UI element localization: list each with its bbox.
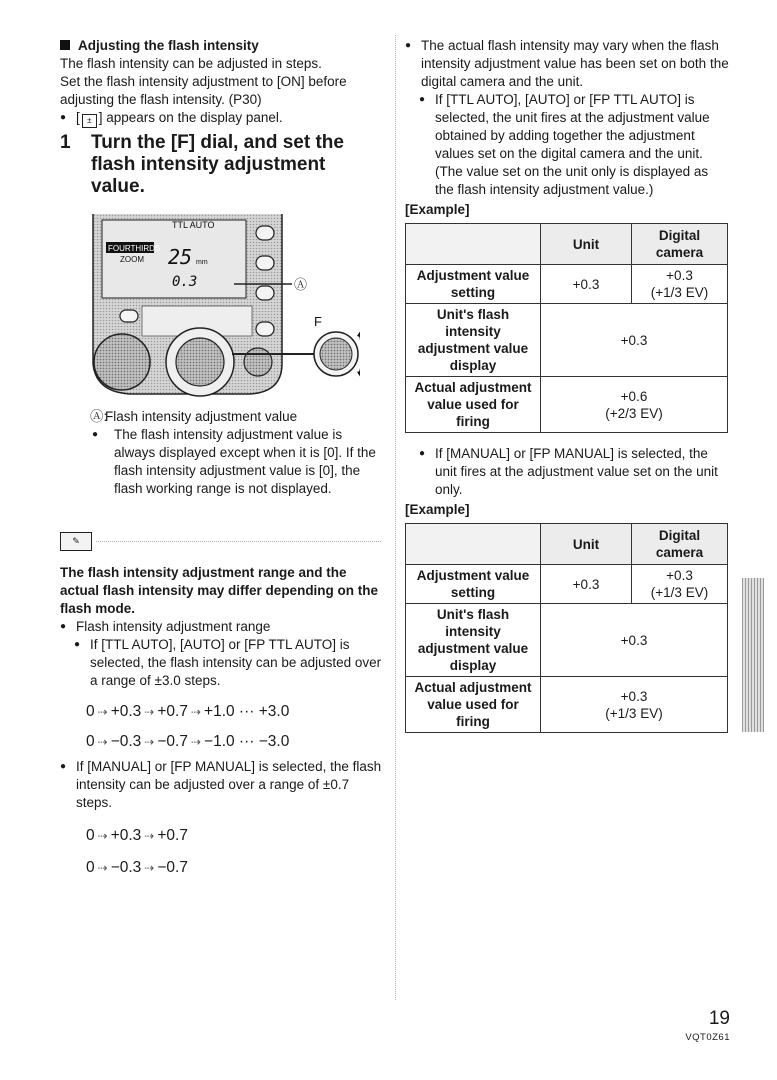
section-title: Adjusting the flash intensity	[78, 38, 259, 53]
mode-text: TTL AUTO	[172, 220, 215, 230]
table-corner	[406, 224, 541, 265]
cell-unit-value: +0.3	[541, 565, 632, 604]
section-heading	[60, 37, 382, 55]
arrow-right-icon: ⇢	[97, 861, 108, 875]
row-label: Actual adjustment value used for firing	[406, 677, 541, 733]
manual-bullet: ● If [MANUAL] or [FP MANUAL] is selected, the flash intensity can be adjusted over a range of ±0.7 steps.	[60, 758, 382, 812]
flash-unit-drawing	[60, 214, 360, 404]
example-label: [Example]	[405, 202, 470, 217]
arrow-right-icon: ⇢	[190, 735, 202, 749]
focal-value: 25	[168, 245, 193, 269]
display-panel-bullet: ● [ ± ] appears on the display panel.	[60, 109, 382, 128]
arrow-right-icon: ⇢	[190, 705, 202, 719]
intro-line-2: Set the flash intensity adjustment to [ON] before adjusting the flash intensity. (P30)	[60, 74, 347, 107]
col-unit: Unit	[541, 524, 632, 565]
cell-display-value: +0.3	[541, 604, 728, 677]
table-row	[406, 377, 728, 433]
flash-unit-illustration	[60, 214, 360, 404]
note-title: The flash intensity adjustment range and the actual flash intensity may differ depending on the flash mode.	[60, 565, 379, 616]
arrow-right-icon: ⇢	[97, 705, 108, 719]
table-row	[406, 224, 728, 265]
example-table-manual	[405, 523, 728, 733]
table-row	[406, 524, 728, 565]
caption-text: Flash intensity adjustment value	[105, 409, 298, 424]
cell-firing-value: +0.3 (+1/3 EV)	[541, 677, 728, 733]
caption-bullet: ● The flash intensity adjustment value is always displayed except when it is [0]. If the flash intensity adjustment value is [0], the flash working range is not displayed.	[60, 426, 382, 498]
example-table-ttl	[405, 223, 728, 433]
table-row	[406, 677, 728, 733]
arrow-right-icon: ⇢	[144, 735, 155, 749]
ttl-fire-bullet: ● If [TTL AUTO], [AUTO] or [FP TTL AUTO] is selected, the unit fires at the adjustment value obtained by adding together the adjustment values set on the digital camera and the unit. (The value set on the unit only is displayed as the flash intensity adjustment value.)	[405, 91, 730, 199]
callout-a: Ⓐ	[294, 278, 308, 293]
doc-code: VQT0Z61	[685, 1032, 730, 1043]
left-column	[60, 37, 382, 878]
ttl-bullet: ● If [TTL AUTO], [AUTO] or [FP TTL AUTO] is selected, the flash intensity can be adjusted over a range of ±3.0 steps.	[60, 636, 382, 690]
flash-adjust-icon: ±	[82, 114, 97, 128]
example-label-2: [Example]	[405, 502, 470, 517]
manual-fire-bullet: ● If [MANUAL] or [FP MANUAL] is selected, the unit fires at the adjustment value set on the unit only.	[405, 445, 730, 499]
row-label: Adjustment value setting	[406, 565, 541, 604]
zoom-label: ZOOM	[120, 255, 144, 264]
sequence-minus-3: 0 ⇢ −0.3 ⇢ −0.7 ⇢ −1.0 ··· −3.0	[86, 733, 290, 750]
cell-unit-value: +0.3	[541, 265, 632, 304]
sequence-plus-07: 0 ⇢ +0.3 ⇢ +0.7	[86, 827, 188, 844]
vary-bullet: ● The actual flash intensity may vary when the flash intensity adjustment value has been set on both the digital camera and the unit.	[405, 37, 730, 91]
arrow-right-icon: ⇢	[97, 829, 108, 843]
adjust-value-display: 0.3	[172, 274, 198, 290]
step-1	[60, 132, 382, 198]
fourthirds-label: FOURTHIRDS	[108, 244, 161, 253]
table-corner	[406, 524, 541, 565]
range-bullet: ● Flash intensity adjustment range	[60, 618, 382, 636]
row-label: Unit's flash intensity adjustment value display	[406, 604, 541, 677]
square-bullet-icon	[60, 40, 70, 50]
dial-label: F	[314, 314, 322, 329]
col-camera: Digital camera	[632, 524, 728, 565]
caption-mark: Ⓐ:	[90, 409, 108, 424]
note-header	[60, 532, 382, 554]
sequence-minus-07: 0 ⇢ −0.3 ⇢ −0.7	[86, 859, 188, 876]
table-row	[406, 304, 728, 377]
arrow-right-icon: ⇢	[144, 861, 155, 875]
cell-display-value: +0.3	[541, 304, 728, 377]
page-number: 19	[708, 1008, 730, 1029]
cell-firing-value: +0.6 (+2/3 EV)	[541, 377, 728, 433]
arrow-right-icon: ⇢	[144, 829, 155, 843]
table-row	[406, 604, 728, 677]
row-label: Adjustment value setting	[406, 265, 541, 304]
step-number: 1	[60, 132, 71, 153]
note-separator	[96, 541, 381, 542]
right-column	[405, 37, 730, 733]
intro-line-1: The flash intensity can be adjusted in steps.	[60, 56, 322, 71]
row-label: Unit's flash intensity adjustment value display	[406, 304, 541, 377]
column-divider	[395, 35, 396, 1000]
cell-camera-value: +0.3 (+1/3 EV)	[632, 265, 728, 304]
sequence-plus-3: 0 ⇢ +0.3 ⇢ +0.7 ⇢ +1.0 ··· +3.0	[86, 703, 290, 720]
table-row	[406, 265, 728, 304]
col-camera: Digital camera	[632, 224, 728, 265]
arrow-right-icon: ⇢	[97, 735, 108, 749]
arrow-right-icon: ⇢	[144, 705, 155, 719]
col-unit: Unit	[541, 224, 632, 265]
section-tab	[742, 578, 764, 732]
caption	[60, 408, 382, 426]
note-icon: ✎	[60, 532, 92, 551]
row-label: Actual adjustment value used for firing	[406, 377, 541, 433]
focal-unit: mm	[196, 259, 208, 266]
step-text: Turn the [F] dial, and set the flash intensity adjustment value.	[91, 132, 344, 197]
cell-camera-value: +0.3 (+1/3 EV)	[632, 565, 728, 604]
table-row	[406, 565, 728, 604]
